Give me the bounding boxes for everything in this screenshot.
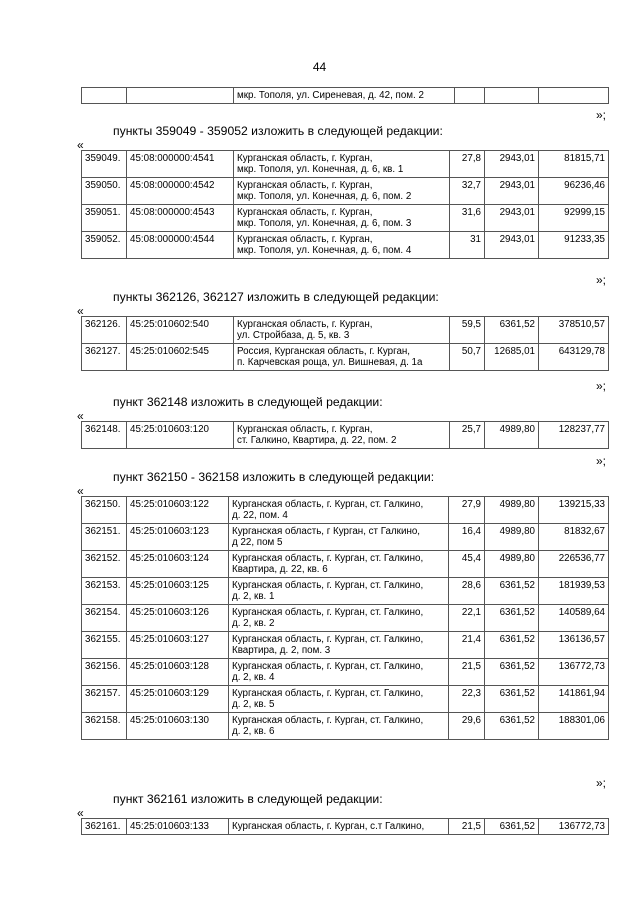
page-number: 44: [312, 60, 327, 74]
cell-total: 378510,57: [539, 317, 609, 344]
opening-quote: «: [77, 484, 84, 498]
cell-area: 16,4: [449, 524, 485, 551]
cell-price: 6361,52: [485, 686, 539, 713]
cell-price: 6361,52: [485, 659, 539, 686]
table-row: [82, 317, 609, 344]
cell-num: 362157.: [82, 686, 127, 713]
cell-price: 6361,52: [485, 819, 539, 835]
address-line: Курганская область, г. Курган,: [237, 319, 373, 330]
cell-address: [229, 686, 449, 713]
cell-cad: [127, 88, 234, 104]
table-row: [82, 344, 609, 371]
cell-cad: 45:25:010603:128: [127, 659, 229, 686]
table-row: [82, 232, 609, 259]
table-row: [82, 151, 609, 178]
section-intro: пункт 362161 изложить в следующей редакции:: [113, 792, 383, 806]
cell-num: 362161.: [82, 819, 127, 835]
cell-area: 27,9: [449, 497, 485, 524]
address-line: Курганская область, г Курган, ст Галкино,: [232, 526, 421, 537]
cell-address: [234, 232, 450, 259]
address-line: Курганская область, г. Курган, ст. Галкино,: [232, 715, 424, 726]
cell-total: 181939,53: [539, 578, 609, 605]
address-line: Курганская область, г. Курган, ст. Галкино,: [232, 688, 424, 699]
cell-num: 362156.: [82, 659, 127, 686]
address-line: мкр. Тополя, ул. Конечная, д. 6, пом. 2: [237, 191, 412, 202]
cell-area: 21,4: [449, 632, 485, 659]
cell-price: 6361,52: [485, 713, 539, 740]
cell-address: [229, 497, 449, 524]
table-row: [82, 713, 609, 740]
section-intro: пункты 359049 - 359052 изложить в следующей редакции:: [113, 124, 443, 138]
cell-num: 362148.: [82, 422, 127, 449]
address-line: Курганская область, г. Курган, с.т Галкино,: [232, 821, 425, 832]
cell-total: 139215,33: [539, 497, 609, 524]
cell-total: 136136,57: [539, 632, 609, 659]
cell-area: 22,1: [449, 605, 485, 632]
cell-address: [234, 151, 450, 178]
table-row: [82, 659, 609, 686]
address-line: Квартира, д. 2, пом. 3: [232, 645, 331, 656]
cell-area: 31: [450, 232, 485, 259]
table-row: [82, 178, 609, 205]
cell-address: [229, 632, 449, 659]
cell-num: 362151.: [82, 524, 127, 551]
table-row: [82, 497, 609, 524]
cell-num: 362153.: [82, 578, 127, 605]
cell-price: 2943,01: [485, 151, 539, 178]
cell-total: 81815,71: [539, 151, 609, 178]
address-line: д. 2, кв. 5: [232, 699, 275, 710]
table-row: [82, 819, 609, 835]
cell-cad: 45:25:010603:133: [127, 819, 229, 835]
cell-address: [229, 551, 449, 578]
cell-total: 91233,35: [539, 232, 609, 259]
opening-quote: «: [77, 806, 84, 820]
cell-num: 362154.: [82, 605, 127, 632]
closing-quote: »;: [596, 108, 607, 122]
address-line: ст. Галкино, Квартира, д. 22, пом. 2: [237, 435, 397, 446]
cell-num: [82, 88, 127, 104]
cell-address: [234, 317, 450, 344]
cell-cad: 45:25:010602:545: [127, 344, 234, 371]
address-line: Курганская область, г. Курган, ст. Галкино,: [232, 499, 424, 510]
cell-price: 2943,01: [485, 205, 539, 232]
table-row: [82, 524, 609, 551]
cell-total: 136772,73: [539, 819, 609, 835]
section-intro: пункты 362126, 362127 изложить в следующей редакции:: [113, 290, 439, 304]
address-line: Курганская область, г. Курган, ст. Галкино,: [232, 634, 424, 645]
cell-num: 362150.: [82, 497, 127, 524]
cell-area: 25,7: [450, 422, 485, 449]
cell-price: 12685,01: [485, 344, 539, 371]
address-line: д. 2, кв. 4: [232, 672, 275, 683]
cell-total: 141861,94: [539, 686, 609, 713]
cell-cad: 45:25:010603:120: [127, 422, 234, 449]
cell-address: [234, 344, 450, 371]
address-line: Курганская область, г. Курган, ст. Галкино,: [232, 607, 424, 618]
cell-cad: 45:25:010603:126: [127, 605, 229, 632]
cell-cad: 45:25:010603:127: [127, 632, 229, 659]
cell-cad: 45:08:000000:4543: [127, 205, 234, 232]
cell-price: 4989,80: [485, 497, 539, 524]
address-line: д. 2, кв. 1: [232, 591, 275, 602]
table-row: [82, 605, 609, 632]
address-line: мкр. Тополя, ул. Конечная, д. 6, пом. 3: [237, 218, 412, 229]
cell-cad: 45:25:010603:124: [127, 551, 229, 578]
cell-address: [229, 713, 449, 740]
address-line: д. 2, кв. 6: [232, 726, 275, 737]
address-line: Курганская область, г. Курган,: [237, 424, 373, 435]
cell-area: [455, 88, 485, 104]
opening-quote: «: [77, 409, 84, 423]
cell-total: 140589,64: [539, 605, 609, 632]
cell-cad: 45:08:000000:4542: [127, 178, 234, 205]
section-table: [81, 150, 609, 259]
cell-area: 45,4: [449, 551, 485, 578]
address-line: Курганская область, г. Курган,: [237, 180, 373, 191]
cell-price: 6361,52: [485, 317, 539, 344]
cell-cad: 45:25:010603:129: [127, 686, 229, 713]
address-line: п. Карчевская роща, ул. Вишневая, д. 1а: [237, 357, 423, 368]
cell-area: 21,5: [449, 659, 485, 686]
table-row: [82, 578, 609, 605]
cell-area: 31,6: [450, 205, 485, 232]
cell-total: 643129,78: [539, 344, 609, 371]
cell-total: 81832,67: [539, 524, 609, 551]
opening-quote: «: [77, 304, 84, 318]
cell-price: 4989,80: [485, 422, 539, 449]
cell-cad: 45:08:000000:4544: [127, 232, 234, 259]
section-table: [81, 316, 609, 371]
opening-quote: «: [77, 138, 84, 152]
cell-total: 96236,46: [539, 178, 609, 205]
cell-address: [229, 524, 449, 551]
section-intro: пункт 362150 - 362158 изложить в следующей редакции:: [113, 470, 435, 484]
cell-price: 6361,52: [485, 632, 539, 659]
address-line: Квартира, д. 22, кв. 6: [232, 564, 328, 575]
cell-num: 359050.: [82, 178, 127, 205]
address-line: Курганская область, г. Курган,: [237, 153, 373, 164]
cell-cad: 45:25:010603:130: [127, 713, 229, 740]
cell-total: 226536,77: [539, 551, 609, 578]
section-intro: пункт 362148 изложить в следующей редакции:: [113, 395, 383, 409]
address-line: д. 2, кв. 2: [232, 618, 275, 629]
cell-address: [229, 578, 449, 605]
cell-address: [234, 422, 450, 449]
cell-num: 362126.: [82, 317, 127, 344]
cell-total: [539, 88, 609, 104]
cell-cad: 45:25:010602:540: [127, 317, 234, 344]
address-line: Курганская область, г. Курган, ст. Галкино,: [232, 661, 424, 672]
cell-price: 4989,80: [485, 551, 539, 578]
address-line: Курганская область, г. Курган, ст. Галкино,: [232, 553, 424, 564]
cell-total: 136772,73: [539, 659, 609, 686]
cell-address: [234, 205, 450, 232]
table-row: [82, 686, 609, 713]
cell-area: 29,6: [449, 713, 485, 740]
continuation-table: [81, 87, 609, 104]
cell-address: мкр. Тополя, ул. Сиреневая, д. 42, пом. 2: [234, 88, 455, 104]
address-line: мкр. Тополя, ул. Конечная, д. 6, кв. 1: [237, 164, 404, 175]
cell-num: 359052.: [82, 232, 127, 259]
cell-num: 362152.: [82, 551, 127, 578]
cell-area: 32,7: [450, 178, 485, 205]
table-row: [82, 88, 609, 104]
cell-address: [229, 605, 449, 632]
cell-price: 6361,52: [485, 605, 539, 632]
cell-num: 362155.: [82, 632, 127, 659]
address-line: д. 22, пом. 4: [232, 510, 288, 521]
cell-area: 22,3: [449, 686, 485, 713]
address-line: ул. Стройбаза, д. 5, кв. 3: [237, 330, 350, 341]
table-row: [82, 205, 609, 232]
cell-price: 2943,01: [485, 178, 539, 205]
cell-area: 21,5: [449, 819, 485, 835]
closing-quote: »;: [596, 454, 607, 468]
cell-area: 28,6: [449, 578, 485, 605]
address-line: Курганская область, г. Курган,: [237, 207, 373, 218]
cell-num: 362158.: [82, 713, 127, 740]
address-line: мкр. Тополя, ул. Конечная, д. 6, пом. 4: [237, 245, 412, 256]
cell-num: 359049.: [82, 151, 127, 178]
cell-cad: 45:25:010603:123: [127, 524, 229, 551]
closing-quote: »;: [596, 776, 607, 790]
section-table: [81, 818, 609, 835]
cell-total: 188301,06: [539, 713, 609, 740]
table-row: [82, 632, 609, 659]
cell-total: 128237,77: [539, 422, 609, 449]
section-table: [81, 421, 609, 449]
cell-price: [485, 88, 539, 104]
cell-num: 359051.: [82, 205, 127, 232]
address-line: Курганская область, г. Курган, ст. Галкино,: [232, 580, 424, 591]
cell-address: [234, 178, 450, 205]
cell-price: 4989,80: [485, 524, 539, 551]
address-line: Россия, Курганская область, г. Курган,: [237, 346, 411, 357]
cell-num: 362127.: [82, 344, 127, 371]
cell-price: 2943,01: [485, 232, 539, 259]
address-line: д 22, пом 5: [232, 537, 283, 548]
closing-quote: »;: [596, 379, 607, 393]
table-row: [82, 551, 609, 578]
cell-cad: 45:08:000000:4541: [127, 151, 234, 178]
cell-address: [229, 819, 449, 835]
cell-cad: 45:25:010603:125: [127, 578, 229, 605]
cell-address: [229, 659, 449, 686]
table-row: [82, 422, 609, 449]
cell-area: 59,5: [450, 317, 485, 344]
closing-quote: »;: [596, 273, 607, 287]
cell-area: 27,8: [450, 151, 485, 178]
cell-price: 6361,52: [485, 578, 539, 605]
section-table: [81, 496, 609, 740]
cell-cad: 45:25:010603:122: [127, 497, 229, 524]
address-line: Курганская область, г. Курган,: [237, 234, 373, 245]
cell-area: 50,7: [450, 344, 485, 371]
cell-total: 92999,15: [539, 205, 609, 232]
